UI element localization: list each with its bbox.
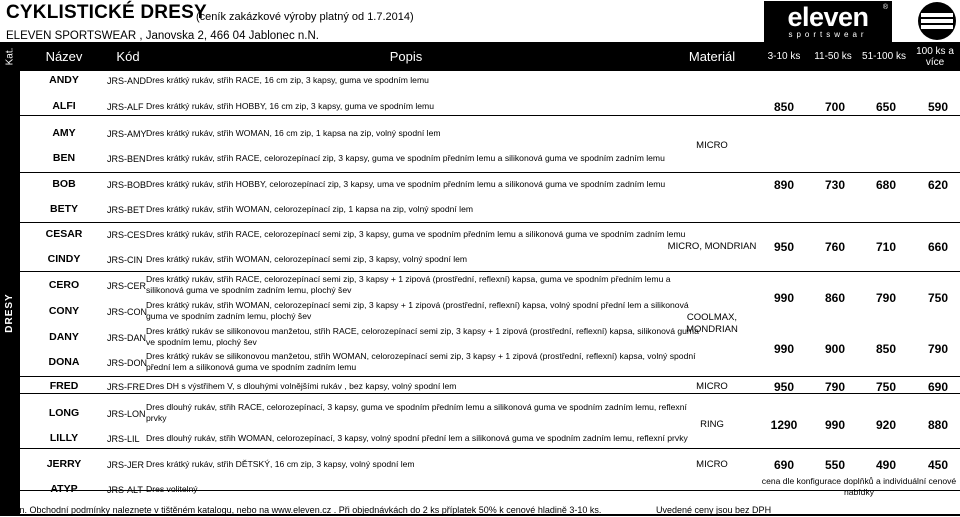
- product-name: LONG: [48, 407, 80, 419]
- description-line: ve spodním lemu, plochý šev: [146, 337, 257, 347]
- price-qty-3: 920: [875, 418, 897, 432]
- price-qty-1: 890: [773, 178, 795, 192]
- price-qty-4: 880: [927, 418, 949, 432]
- product-code: JRS-BET: [107, 205, 145, 215]
- header-qty-1: 3-10 ks: [767, 51, 801, 62]
- price-qty-2: 700: [824, 100, 846, 114]
- product-description: Dres krátký rukáv, střih RACE, celorozepínací zip, 3 kapsy, guma ve spodním předním lemu a silikonová guma ve spodním zadním lemu: [146, 153, 665, 163]
- eleven-logo: [764, 1, 892, 42]
- price-qty-4: 750: [927, 291, 949, 305]
- note-line: cena dle konfigurace doplňků a individuální cenové: [761, 476, 957, 486]
- header-material: Materiál: [688, 49, 736, 64]
- description-line: Dres krátký rukáv se silikonovou manžetou, střih RACE, celorozepínací semi zip, 3 kapsy + 1 zipová (prostřední, reflexní) kapsa, silikonová guma: [146, 326, 699, 336]
- company-address: ELEVEN SPORTSWEAR , Janovska 2, 466 04 Jablonec n.N.: [6, 30, 319, 42]
- price-qty-1: 850: [773, 100, 795, 114]
- product-name: FRED: [49, 380, 79, 392]
- product-code: JRS-DON: [107, 358, 147, 368]
- price-qty-1: 690: [773, 458, 795, 472]
- atyp-price-note: [758, 476, 960, 498]
- price-qty-3: 710: [875, 240, 897, 254]
- price-qty-1: 1290: [770, 418, 798, 432]
- product-description: Dres DH s výstřihem V, s dlouhými volnějšími rukáv , bez kapsy, volný spodní lem: [146, 381, 457, 391]
- product-name: DANY: [49, 331, 79, 343]
- product-description: [146, 351, 696, 373]
- price-qty-4: 590: [927, 100, 949, 114]
- product-code: JRS-JER: [107, 460, 145, 470]
- material-line: COOLMAX,: [686, 312, 738, 323]
- description-line: Dres krátký rukáv, střih RACE, celorozepínací semi zip, 3 kapsy + 1 zipová (prostřední, reflexní) kapsa, guma ve spodním předním lemu a: [146, 274, 671, 284]
- price-qty-1: 950: [773, 380, 795, 394]
- product-description: [146, 274, 671, 296]
- product-description: Dres krátký rukáv, střih HOBBY, celorozepínací zip, 3 kapsy, uma ve spodním předním lemu a silikonová guma ve spodním zadním lemu: [146, 179, 666, 189]
- product-name: DONA: [48, 356, 80, 368]
- description-line: silikonová guma ve spodním zadním lemu, plochý šev: [146, 285, 352, 295]
- product-code: JRS-ALF: [107, 102, 144, 112]
- product-description: Dres krátký rukáv, střih WOMAN, celorozepínací semi zip, 3 kapsy, volný spodní lem: [146, 254, 468, 264]
- product-code: JRS-CON: [107, 307, 147, 317]
- price-qty-2: 900: [824, 342, 846, 356]
- material-line: MONDRIAN: [686, 324, 738, 335]
- header-qty-4: 100 ks a více: [916, 45, 954, 68]
- price-qty-3: 490: [875, 458, 897, 472]
- product-name: CERO: [48, 279, 80, 291]
- description-line: Dres dlouhý rukáv, střih RACE, celorozepínací, 3 kapsy, guma ve spodním předním lemu a silikonová guma ve spodním zadním lemu, reflexní: [146, 402, 687, 412]
- product-description: Dres volitelný: [146, 484, 198, 494]
- price-qty-2: 760: [824, 240, 846, 254]
- product-code: JRS-LON: [107, 409, 146, 419]
- price-qty-3: 650: [875, 100, 897, 114]
- product-description: Dres krátký rukáv, střih WOMAN, celorozepínací zip, 1 kapsa na zip, volný spodní lem: [146, 204, 474, 214]
- logo-tagline: sportswear: [788, 30, 868, 39]
- row-separator: [20, 448, 960, 449]
- product-description: [146, 326, 699, 348]
- product-code: JRS-CIN: [107, 255, 143, 265]
- product-description: Dres krátký rukáv, střih RACE, 16 cm zip, 3 kapsy, guma ve spodním lemu: [146, 75, 429, 85]
- product-name: ALFI: [52, 100, 76, 112]
- price-qty-3: 790: [875, 291, 897, 305]
- product-code: JRS-BEN: [107, 154, 146, 164]
- product-name: BOB: [52, 178, 76, 190]
- price-qty-2: 790: [824, 380, 846, 394]
- product-code: JRS-CER: [107, 281, 147, 291]
- row-separator: [20, 271, 960, 272]
- product-name: BETY: [49, 203, 78, 215]
- description-line: Dres krátký rukáv, střih WOMAN, celorozepínací semi zip, 3 kapsy + 1 zipová (prostřední, reflexní) kapsa, volný spodní přední lem a silikonová: [146, 300, 689, 310]
- row-separator: [20, 172, 960, 173]
- eleven-emblem-icon: [917, 1, 957, 41]
- header-kat: Kat.: [4, 47, 16, 66]
- page-subtitle: (ceník zakázkové výroby platný od 1.7.2014): [196, 11, 414, 23]
- price-qty-3: 680: [875, 178, 897, 192]
- product-name: CONY: [48, 305, 80, 317]
- price-qty-1: 990: [773, 291, 795, 305]
- material-ring: RING: [700, 419, 724, 430]
- header-qty-2: 11-50 ks: [814, 51, 852, 62]
- row-separator: [20, 376, 960, 377]
- price-qty-4: 450: [927, 458, 949, 472]
- material-micro-mondrian: MICRO, MONDRIAN: [667, 241, 757, 252]
- product-name: AMY: [52, 127, 76, 139]
- description-line: prvky: [146, 413, 167, 423]
- price-qty-3: 750: [875, 380, 897, 394]
- product-code: JRS-FRE: [107, 382, 145, 392]
- price-qty-2: 860: [824, 291, 846, 305]
- price-qty-4: 660: [927, 240, 949, 254]
- product-description: Dres krátký rukáv, střih DĚTSKÝ, 16 cm zip, 3 kapsy, volný spodní lem: [146, 459, 415, 469]
- description-line: guma ve spodním zadním lemu, plochý šev: [146, 311, 312, 321]
- price-qty-2: 990: [824, 418, 846, 432]
- product-code: JRS-ALT: [107, 485, 143, 495]
- product-code: JRS-DAN: [107, 333, 147, 343]
- description-line: Dres krátký rukáv se silikonovou manžetou, střih WOMAN, celorozepínací semi zip, 3 kapsy + 1 zipová (prostřední, reflexní) kapsa, volný spodní: [146, 351, 696, 361]
- description-line: přední lem a silikonová guma ve spodním zadním lemu: [146, 362, 357, 372]
- product-description: Dres dlouhý rukáv, střih WOMAN, celorozepínací, 3 kapsy, volný spodní přední lem a silikonová guma ve spodním zadním lemu, reflexní prvky: [146, 433, 688, 443]
- product-name: CINDY: [47, 253, 81, 265]
- product-name: LILLY: [49, 432, 79, 444]
- product-code: JRS-LIL: [107, 434, 140, 444]
- logo-registered-mark: ®: [882, 4, 888, 11]
- price-qty-3: 850: [875, 342, 897, 356]
- header-kod: Kód: [116, 49, 140, 64]
- price-qty-2: 550: [824, 458, 846, 472]
- category-column: [0, 71, 20, 516]
- row-separator: [20, 115, 960, 116]
- header-qty-3: 51-100 ks: [862, 51, 906, 62]
- footer-note: Pozn. Obchodní podmínky naleznete v tištěném katalogu, nebo na www.eleven.cz . Při objednávkách do 2 ks příplatek 50% k cenové hladině 3-10 ks.: [4, 505, 602, 515]
- product-name: JERRY: [46, 458, 82, 470]
- product-code: JRS-AND: [107, 76, 147, 86]
- material-micro: MICRO: [696, 459, 728, 470]
- product-description: Dres krátký rukáv, střih WOMAN, 16 cm zip, 1 kapsa na zip, volný spodní lem: [146, 128, 441, 138]
- row-separator: [20, 222, 960, 223]
- product-description: [146, 402, 687, 424]
- product-name: ATYP: [50, 483, 78, 495]
- price-qty-4: 620: [927, 178, 949, 192]
- table-header-row: [0, 42, 960, 71]
- product-code: JRS-CES: [107, 230, 146, 240]
- material-micro: MICRO: [696, 381, 728, 392]
- product-name: CESAR: [45, 228, 83, 240]
- product-description: Dres krátký rukáv, střih RACE, celorozepínací semi zip, 3 kapsy, guma ve spodním předním lemu a silikonová guma ve spodním zadním lemu: [146, 229, 686, 239]
- product-name: ANDY: [49, 74, 79, 86]
- note-line: nabídky: [843, 487, 875, 497]
- header-nazev: Název: [45, 49, 83, 64]
- price-qty-4: 790: [927, 342, 949, 356]
- material-micro: MICRO: [696, 140, 728, 151]
- product-description: [146, 300, 689, 322]
- product-code: JRS-BOB: [107, 180, 147, 190]
- price-table: [0, 42, 960, 516]
- footer-vat-note: Uvedené ceny jsou bez DPH: [656, 505, 772, 515]
- product-description: Dres krátký rukáv, střih HOBBY, 16 cm zip, 3 kapsy, guma ve spodním lemu: [146, 101, 434, 111]
- price-qty-1: 950: [773, 240, 795, 254]
- product-code: JRS-AMY: [107, 129, 147, 139]
- logo-wordmark: eleven: [787, 2, 869, 32]
- price-qty-1: 990: [773, 342, 795, 356]
- page-title: CYKLISTICKÉ DRESY: [6, 2, 207, 23]
- product-name: BEN: [52, 152, 76, 164]
- price-qty-2: 730: [824, 178, 846, 192]
- price-qty-4: 690: [927, 380, 949, 394]
- header-popis: Popis: [389, 49, 423, 64]
- category-label: DRESY: [4, 293, 15, 333]
